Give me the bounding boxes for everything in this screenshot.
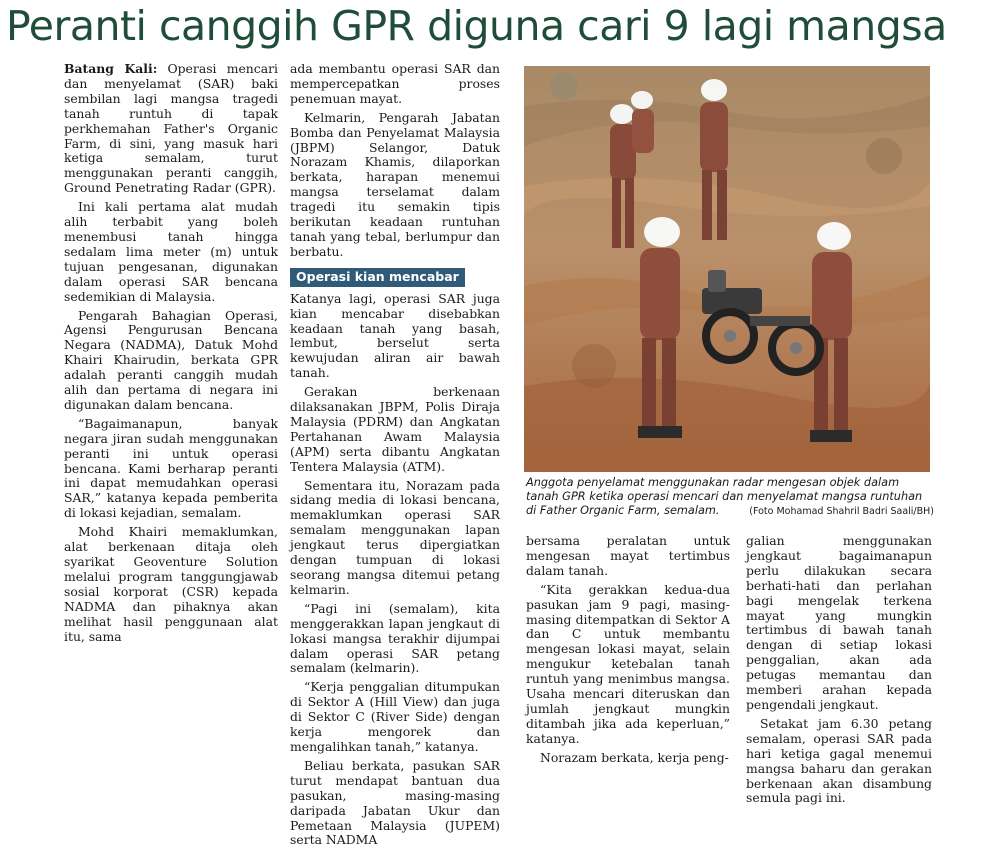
paragraph: Beliau berkata, pasukan SAR turut mendapat bantuan dua pasukan, masing-masing daripada Jabatan Ukur dan Pemetaan Malaysia (JUPEM) serta NADMA bbox=[290, 757, 500, 848]
photo-credit: (Foto Mohamad Shahril Badri Saali/BH) bbox=[749, 506, 934, 517]
page-title: Peranti canggih GPR diguna cari 9 lagi mangsa bbox=[6, 2, 947, 50]
article-column-1 bbox=[64, 62, 278, 648]
headline-bar bbox=[0, 0, 1000, 56]
news-photo bbox=[524, 66, 930, 472]
paragraph: Mohd Khairi memaklumkan, alat berkenaan ditaja oleh syarikat Geoventure Solution melalui program tanggungjawab sosial korporat (CSR) kepada NADMA dan pihaknya akan melihat hasil penggunaan alat itu, sama bbox=[64, 524, 278, 644]
article-column-4 bbox=[746, 534, 932, 810]
paragraph: “Bagaimanapun, banyak negara jiran sudah menggunakan peranti ini untuk operasi bencana. Kami berharap peranti ini dapat memudahkan operasi SAR,” katanya kepada pemberita di lokasi kejadian, semalam. bbox=[64, 415, 278, 521]
paragraph: Batang Kali: Operasi mencari dan menyelamat (SAR) baki sembilan lagi mangsa tragedi tanah runtuh di tapak perkhemahan Father's Organic Farm, di sini, yang masuk hari ketiga semalam, turut menggunakan peranti canggih, Ground Penetrating Radar (GPR). bbox=[64, 61, 278, 196]
rescuer-figure bbox=[631, 91, 654, 153]
article-column-2 bbox=[290, 62, 500, 852]
paragraph: “Kita gerakkan kedua-dua pasukan jam 9 pagi, masing-masing ditempatkan di Sektor A dan C untuk membantu mengesan lokasi mayat, selain mengukur ketebalan tanah runtuh yang menimbus mangsa. Usaha mencari diteruskan dan jumlah jengkaut mungkin ditambah jika ada keperluan,” katanya. bbox=[526, 581, 730, 746]
paragraph: Norazam berkata, kerja peng- bbox=[540, 749, 729, 765]
paragraph: bersama peralatan untuk mengesan mayat tertimbus dalam tanah. bbox=[526, 533, 730, 578]
photo-caption bbox=[526, 476, 934, 519]
paragraph: Ini kali pertama alat mudah alih terbabit yang boleh menembusi tanah hingga sedalam lima meter (m) untuk tujuan pengesanan, digunakan dalam operasi SAR bencana sedemikian di Malaysia. bbox=[64, 199, 278, 304]
paragraph: Kelmarin, Pengarah Jabatan Bomba dan Penyelamat Malaysia (JBPM) Selangor, Datuk Norazam Khamis, dilaporkan berkata, harapan menemui mangsa terselamat dalam tragedi itu semakin tipis berikutan keadaan runtuhan tanah yang tebal, berlumpur dan berbatu. bbox=[290, 109, 500, 259]
rescue-scene-illustration bbox=[524, 66, 930, 472]
article-column-3 bbox=[526, 534, 730, 770]
paragraph: “Kerja penggalian ditumpukan di Sektor A (Hill View) dan juga di Sektor C (River Side) dengan kerja mengorek dan mengalihkan tanah,” katanya. bbox=[290, 679, 500, 754]
dateline: Batang Kali: bbox=[64, 61, 158, 76]
paragraph: “Pagi ini (semalam), kita menggerakkan lapan jengkaut di lokasi mangsa terakhir dijumpai dalam operasi SAR petang semalam (kelmarin). bbox=[290, 600, 500, 676]
paragraph: ada membantu operasi SAR dan mempercepatkan proses penemuan mayat. bbox=[290, 61, 500, 106]
paragraph: Pengarah Bahagian Operasi, Agensi Pengurusan Bencana Negara (NADMA), Datuk Mohd Khairi Khairudin, berkata GPR adalah peranti canggih mudah alih dan pertama di negara ini digunakan dalam bencana. bbox=[64, 307, 278, 412]
paragraph: galian menggunakan jengkaut bagaimanapun perlu dilakukan secara berhati-hati dan perlahan bagi mengelak terkena mayat yang mungkin tertimbus di bawah tanah dengan di setiap lokasi penggalian, akan ada petugas memantau dan memberi arahan kepada pengendali jengkaut. bbox=[746, 533, 932, 712]
caption-text: Anggota penyelamat menggunakan radar mengesan objek dalam tanah GPR ketika operasi mencari dan menyelamat mangsa runtuhan di Father Organic Farm, semalam. bbox=[526, 476, 923, 517]
paragraph: Katanya lagi, operasi SAR juga kian mencabar disebabkan keadaan tanah yang basah, lembut, berselut serta kewujudan aliran air bawah tanah. bbox=[290, 290, 500, 381]
paragraph: Gerakan berkenaan dilaksanakan JBPM, Polis Diraja Malaysia (PDRM) dan Angkatan Pertahanan Awam Malaysia (APM) serta dibantu Angkatan Tentera Malaysia (ATM). bbox=[290, 384, 500, 474]
section-subhead: Operasi kian mencabar bbox=[290, 268, 465, 287]
paragraph: Sementara itu, Norazam pada sidang media di lokasi bencana, memaklumkan operasi SAR semalam menggunakan lapan jengkaut terus dipergiatkan dengan tumpuan di lokasi seorang mangsa ditemui petang kelmarin. bbox=[290, 477, 500, 597]
paragraph: Setakat jam 6.30 petang semalam, operasi SAR pada hari ketiga gagal menemui mangsa baharu dan gerakan berkenaan akan disambung semula pagi ini. bbox=[746, 715, 932, 806]
